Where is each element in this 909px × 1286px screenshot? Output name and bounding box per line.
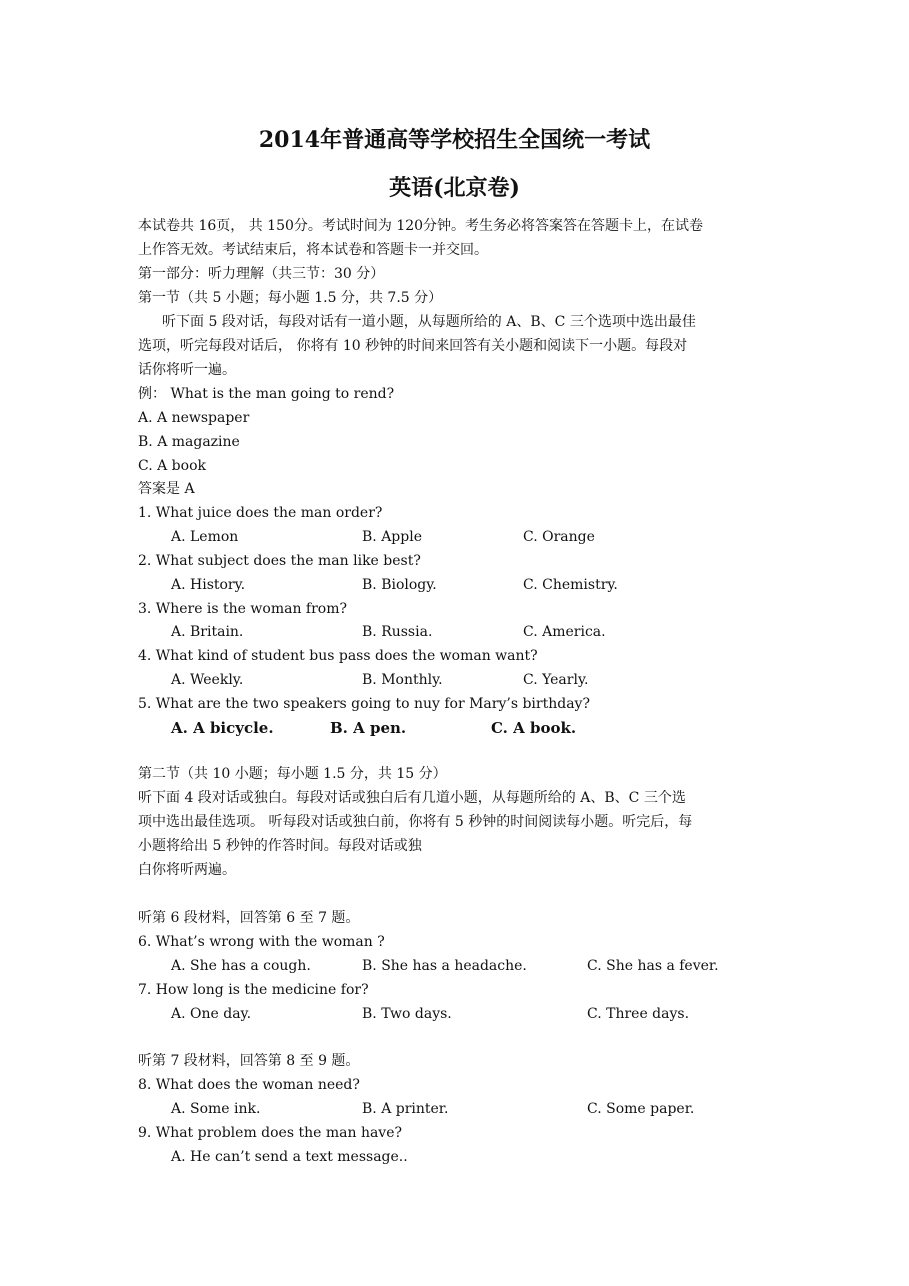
example-answer: 答案是 A (138, 481, 195, 497)
example-question: 例： What is the man going to rend? (138, 386, 395, 402)
question-option: C. America. (523, 624, 606, 640)
question-option: B. Two days. (362, 1006, 452, 1022)
group-intro: 听第 6 段材料，回答第 6 至 7 题。 (138, 910, 360, 926)
group-intro: 听第 7 段材料，回答第 8 至 9 题。 (138, 1053, 360, 1069)
question-stem: 5. What are the two speakers going to nuy for Mary’s birthday? (138, 696, 590, 712)
question-option: C. She has a fever. (587, 958, 719, 974)
question-stem: 1. What juice does the man order? (138, 505, 383, 521)
question-option: C. Chemistry. (523, 577, 618, 593)
question-option: C. Yearly. (523, 672, 589, 688)
section1-heading: 第一节（共 5 小题；每小题 1.5 分，共 7.5 分） (138, 290, 443, 306)
section2-heading: 第二节（共 10 小题；每小题 1.5 分，共 15 分） (138, 766, 447, 782)
example-option: C. A book (138, 458, 206, 474)
exam-title: 2014年普通高等学校招生全国统一考试 (258, 127, 651, 153)
section1-instruction: 听下面 5 段对话，每段对话有一道小题，从每题所给的 A、B、C 三个选项中选出最佳 (162, 314, 696, 330)
question-option: B. A printer. (362, 1101, 449, 1117)
example-option: B. A magazine (138, 434, 240, 450)
section2-instruction: 项中选出最佳选项。 听每段对话或独白前，你将有 5 秒钟的时间阅读每小题。听完后，每 (138, 814, 693, 830)
question-option: C. Orange (523, 529, 595, 545)
question-option: C. Some paper. (587, 1101, 695, 1117)
question-option: A. She has a cough. (171, 958, 311, 974)
question-option: C. Three days. (587, 1006, 690, 1022)
question-stem: 6. What’s wrong with the woman ? (138, 934, 385, 950)
question-stem: 4. What kind of student bus pass does the woman want? (138, 648, 538, 664)
question-stem: 2. What subject does the man like best? (138, 553, 421, 569)
section2-instruction: 白你将听两遍。 (138, 862, 236, 878)
question-option: B. Apple (362, 529, 422, 545)
question-option: A. Lemon (171, 529, 239, 545)
question-option: A. History. (171, 577, 246, 593)
question-option: A. Britain. (171, 624, 244, 640)
question-option: A. A bicycle. (171, 719, 274, 737)
section2-instruction: 听下面 4 段对话或独白。每段对话或独白后有几道小题，从每题所给的 A、B、C 三个选 (138, 790, 686, 806)
intro-line: 上作答无效。考试结束后，将本试卷和答题卡一并交回。 (138, 242, 488, 258)
question-option: A. One day. (171, 1006, 252, 1022)
intro-line: 本试卷共 16页， 共 150分。考试时间为 120分钟。考生务必将答案答在答题卡上，在试卷 (138, 218, 704, 234)
section2-instruction: 小题将给出 5 秒钟的作答时间。每段对话或独 (138, 838, 422, 854)
example-option: A. A newspaper (138, 410, 250, 426)
question-option: A. Some ink. (171, 1101, 261, 1117)
section1-instruction: 选项，听完每段对话后， 你将有 10 秒钟的时间来回答有关小题和阅读下一小题。每段对 (138, 338, 688, 354)
question-stem: 3. Where is the woman from? (138, 601, 348, 617)
question-option: B. Monthly. (362, 672, 443, 688)
question-stem: 7. How long is the medicine for? (138, 982, 369, 998)
question-option: A. Weekly. (171, 672, 244, 688)
question-option: B. She has a headache. (362, 958, 527, 974)
question-stem: 9. What problem does the man have? (138, 1125, 403, 1141)
question-option: A. He can’t send a text message.. (171, 1149, 408, 1165)
question-stem: 8. What does the woman need? (138, 1077, 360, 1093)
question-option: C. A book. (491, 719, 577, 737)
question-option: B. Russia. (362, 624, 433, 640)
exam-subtitle: 英语(北京卷) (389, 175, 520, 201)
question-option: B. A pen. (330, 719, 407, 737)
section1-instruction: 话你将听一遍。 (138, 362, 236, 378)
question-option: B. Biology. (362, 577, 437, 593)
part1-heading: 第一部分：听力理解（共三节：30 分） (138, 266, 385, 282)
